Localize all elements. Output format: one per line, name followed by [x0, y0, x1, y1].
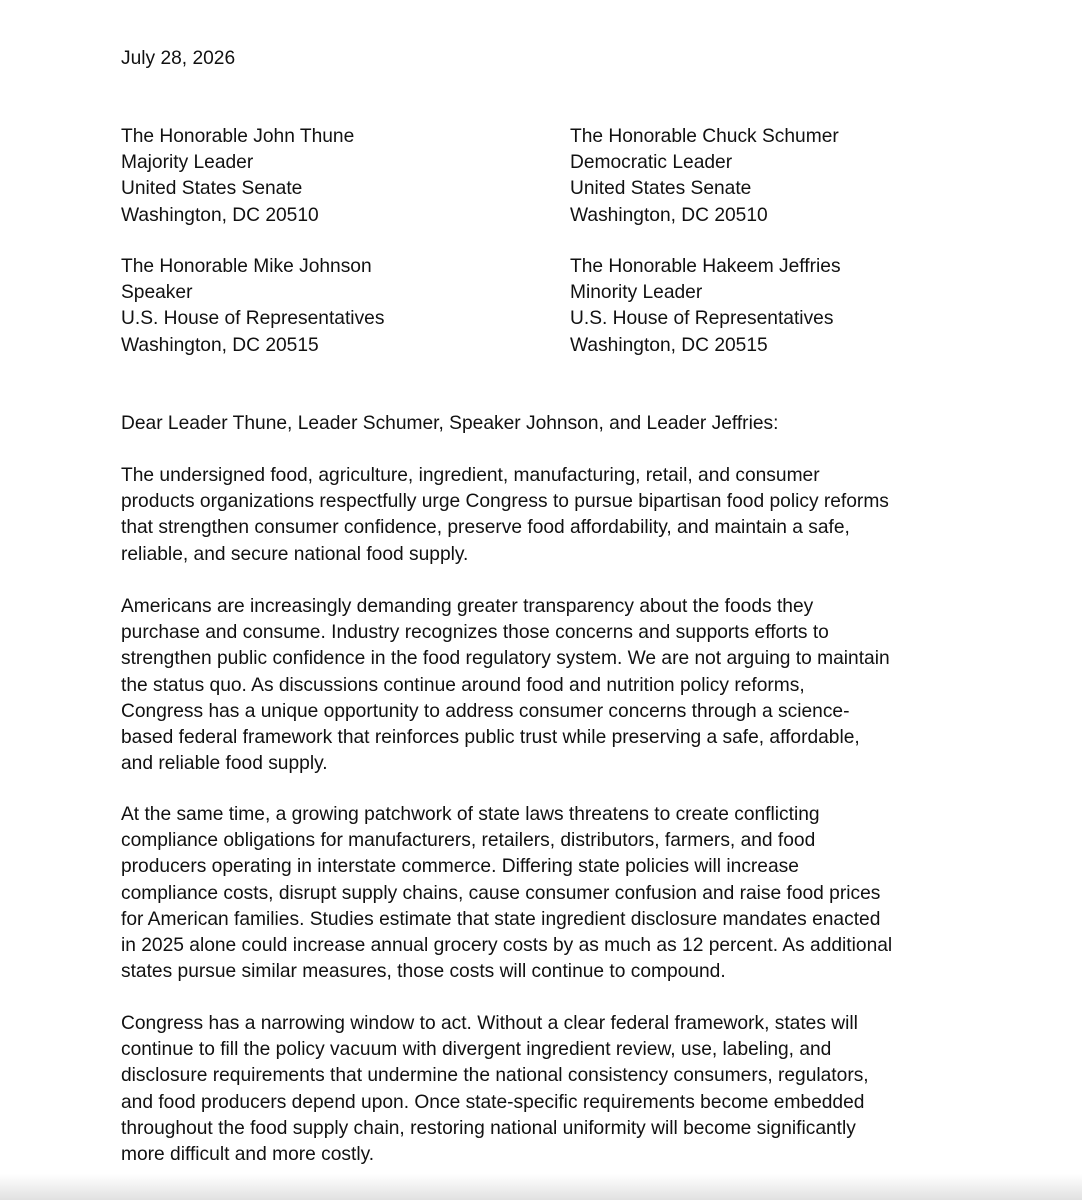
paragraph-line: purchase and consume. Industry recognizes those concerns and supports efforts to	[121, 622, 829, 644]
recipient-name: The Honorable Mike Johnson	[121, 256, 372, 277]
recipient-block-jeffries	[570, 254, 1010, 359]
paragraph-line: products organizations respectfully urge Congress to pursue bipartisan food policy reforms	[121, 491, 889, 513]
paragraph-line: continue to fill the policy vacuum with divergent ingredient review, use, labeling, and	[121, 1039, 832, 1061]
recipient-city: Washington, DC 20515	[570, 334, 768, 356]
recipient-chamber: United States Senate	[570, 178, 752, 200]
recipient-chamber: United States Senate	[121, 178, 303, 200]
recipient-chamber: U.S. House of Representatives	[570, 308, 834, 330]
paragraph-line: in 2025 alone could increase annual grocery costs by as much as 12 percent. As additional	[121, 935, 893, 957]
recipient-name: The Honorable Chuck Schumer	[570, 126, 839, 147]
paragraph-line: strengthen public confidence in the food regulatory system. We are not arguing to maintain	[121, 648, 890, 670]
recipient-name: The Honorable Hakeem Jeffries	[570, 256, 841, 277]
paragraph-line: reliable, and secure national food supply.	[121, 543, 469, 565]
paragraph-line: and reliable food supply.	[121, 753, 328, 775]
recipient-title: Majority Leader	[121, 152, 254, 174]
paragraph-line: At the same time, a growing patchwork of state laws threatens to create conflicting	[121, 804, 820, 825]
paragraph-line: The undersigned food, agriculture, ingredient, manufacturing, retail, and consumer	[121, 465, 820, 486]
recipient-title: Minority Leader	[570, 282, 703, 304]
recipient-title: Speaker	[121, 282, 193, 304]
paragraph-line: disclosure requirements that undermine the national consistency consumers, regulators,	[121, 1065, 869, 1087]
recipient-block-thune	[121, 124, 561, 229]
paragraph-line: producers operating in interstate commerce. Differing state policies will increase	[121, 856, 799, 878]
recipient-city: Washington, DC 20510	[121, 204, 319, 226]
paragraph-state-patchwork	[121, 802, 961, 985]
paragraph-line: Congress has a unique opportunity to address consumer concerns through a science-	[121, 700, 850, 722]
letter-date: July 28, 2026	[121, 48, 236, 69]
paragraph-narrowing-window	[121, 1011, 961, 1168]
page-bottom-shadow	[0, 1174, 1082, 1200]
paragraph-intro	[121, 463, 961, 568]
recipient-title: Democratic Leader	[570, 152, 733, 174]
recipient-block-johnson	[121, 254, 561, 359]
recipient-city: Washington, DC 20515	[121, 334, 319, 356]
recipient-city: Washington, DC 20510	[570, 204, 768, 226]
paragraph-line: throughout the food supply chain, restoring national uniformity will become significantly	[121, 1117, 856, 1139]
paragraph-line: for American families. Studies estimate that state ingredient disclosure mandates enacted	[121, 908, 881, 930]
paragraph-line: compliance obligations for manufacturers, retailers, distributors, farmers, and food	[121, 830, 816, 852]
paragraph-line: more difficult and more costly.	[121, 1144, 375, 1166]
paragraph-line: Americans are increasingly demanding greater transparency about the foods they	[121, 596, 814, 617]
recipient-name: The Honorable John Thune	[121, 126, 355, 147]
paragraph-transparency	[121, 594, 961, 777]
paragraph-line: compliance costs, disrupt supply chains, cause consumer confusion and raise food prices	[121, 882, 881, 904]
paragraph-line: the status quo. As discussions continue around food and nutrition policy reforms,	[121, 674, 805, 696]
recipient-block-schumer	[570, 124, 1010, 229]
paragraph-line: Congress has a narrowing window to act. Without a clear federal framework, states will	[121, 1013, 858, 1034]
recipient-chamber: U.S. House of Representatives	[121, 308, 385, 330]
paragraph-line: states pursue similar measures, those costs will continue to compound.	[121, 961, 726, 983]
paragraph-line: and food producers depend upon. Once state-specific requirements become embedded	[121, 1091, 865, 1113]
paragraph-line: based federal framework that reinforces public trust while preserving a safe, affordable,	[121, 727, 860, 749]
paragraph-line: that strengthen consumer confidence, preserve food affordability, and maintain a safe,	[121, 517, 850, 539]
salutation: Dear Leader Thune, Leader Schumer, Speaker Johnson, and Leader Jeffries:	[121, 413, 779, 434]
